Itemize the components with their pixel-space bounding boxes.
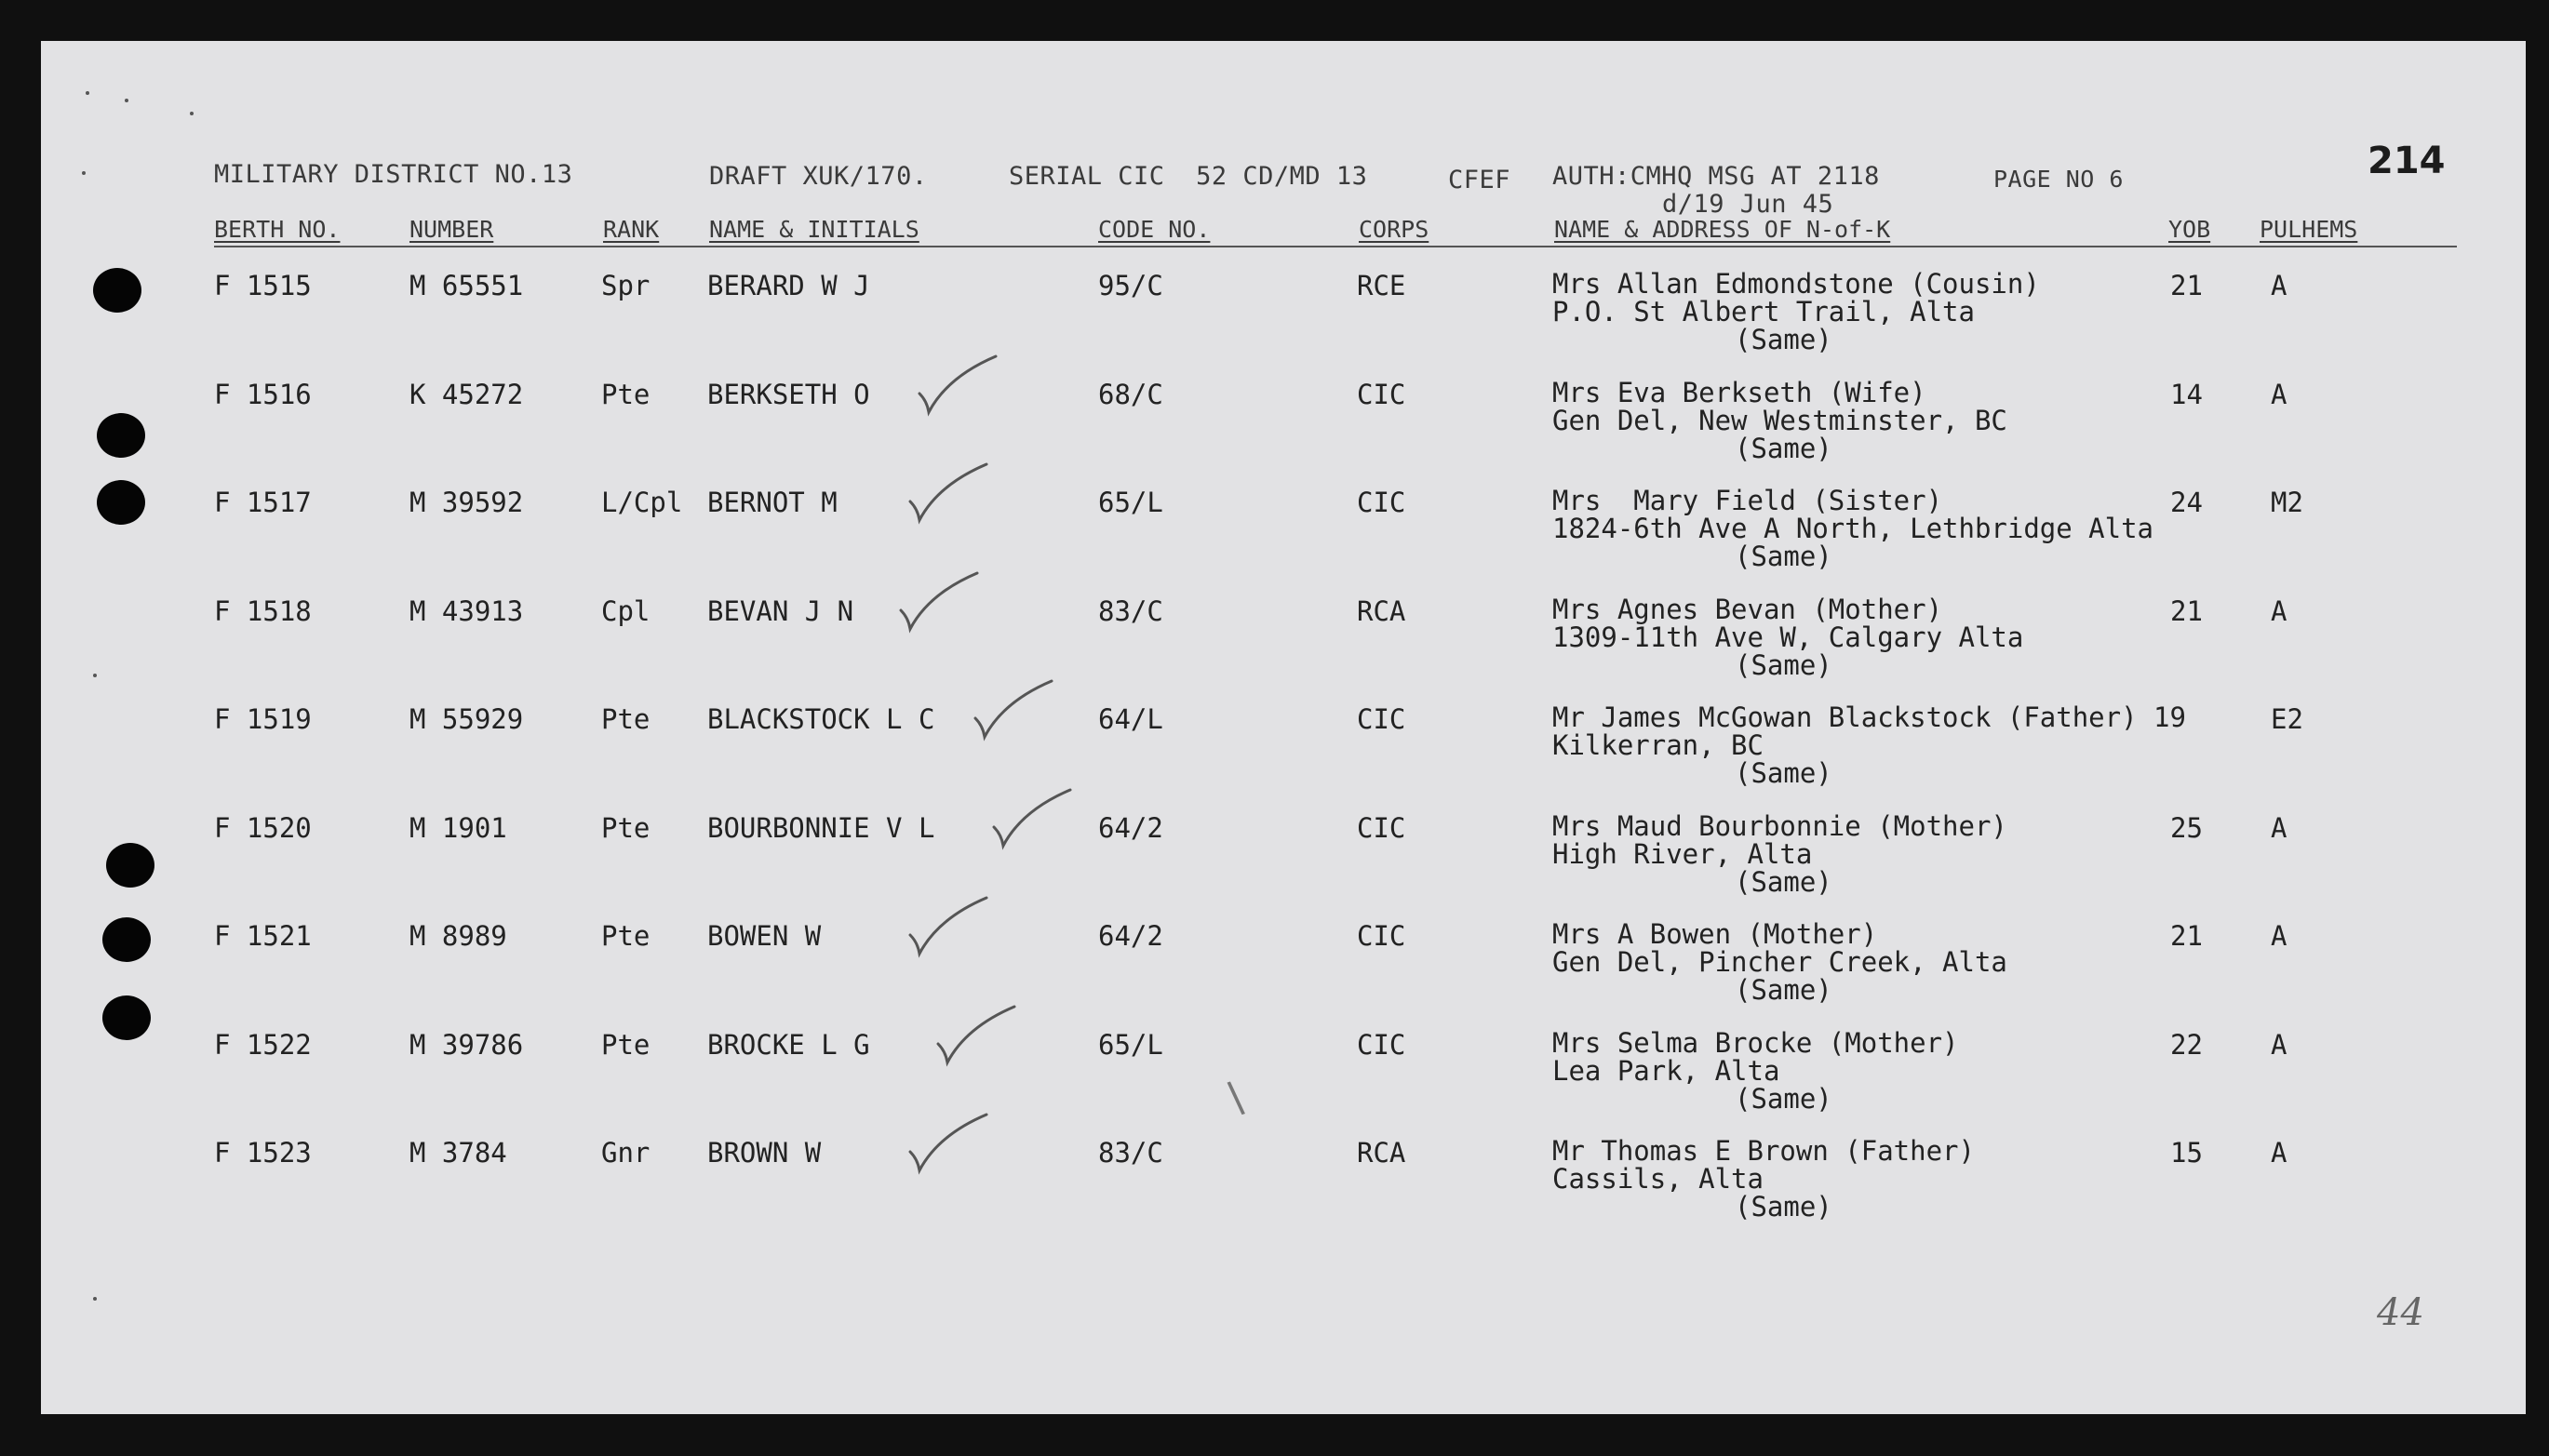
check-mark-icon xyxy=(916,353,999,418)
berth-no: F 1518 xyxy=(214,594,312,627)
service-number: M 8989 xyxy=(409,920,507,952)
corps: CIC xyxy=(1357,1028,1406,1061)
col-yob: YOB xyxy=(2168,216,2211,243)
page-no-label: PAGE NO 6 xyxy=(1993,166,2124,193)
rank: Pte xyxy=(601,811,651,844)
year-of-birth: 25 xyxy=(2170,811,2203,844)
pulhems: A xyxy=(2271,270,2287,301)
check-mark-icon xyxy=(906,894,990,959)
service-number: M 39786 xyxy=(409,1028,524,1061)
year-of-birth: 21 xyxy=(2170,270,2203,301)
code-no: 65/L xyxy=(1098,1028,1163,1061)
col-corps: CORPS xyxy=(1359,216,1429,243)
check-mark-icon xyxy=(972,677,1055,742)
code-no: 65/L xyxy=(1098,487,1163,518)
code-no: 83/C xyxy=(1098,594,1163,627)
roll-entry xyxy=(41,1137,2526,1239)
roll-entry xyxy=(41,920,2526,1022)
rank: Pte xyxy=(601,1028,651,1061)
col-code-no: CODE NO. xyxy=(1098,216,1211,243)
roll-entry xyxy=(41,595,2526,698)
serial-label: SERIAL CIC 52 CD/MD 13 xyxy=(1009,162,1368,191)
check-mark-icon xyxy=(897,569,981,634)
pulhems: E2 xyxy=(2271,703,2303,735)
nominal-roll-card xyxy=(41,41,2526,1414)
rank: Gnr xyxy=(601,1137,651,1169)
soldier-name: BERKSETH O xyxy=(707,378,870,410)
code-no: 64/L xyxy=(1098,703,1163,735)
speck xyxy=(82,171,86,175)
roll-entry xyxy=(41,376,2526,481)
speck xyxy=(190,112,194,115)
next-of-kin-line: Mr James McGowan Blackstock (Father) 19 xyxy=(1552,701,2186,733)
soldier-name: BLACKSTOCK L C xyxy=(707,703,935,735)
year-of-birth: 22 xyxy=(2170,1028,2203,1061)
soldier-name: BROCKE L G xyxy=(707,1028,870,1061)
corps: CIC xyxy=(1357,487,1406,518)
district-label: MILITARY DISTRICT NO.13 xyxy=(214,160,573,189)
rank: Spr xyxy=(601,270,651,301)
next-of-kin-line: (Same) xyxy=(1735,541,1832,572)
roll-entry xyxy=(41,270,2526,372)
next-of-kin-line: (Same) xyxy=(1735,865,1832,898)
pulhems: M2 xyxy=(2271,487,2303,518)
page-number: 214 xyxy=(2368,140,2446,182)
code-no: 95/C xyxy=(1098,270,1163,301)
corps: RCE xyxy=(1357,270,1406,301)
corps: CIC xyxy=(1357,703,1406,735)
year-of-birth: 15 xyxy=(2170,1137,2203,1169)
next-of-kin-line: Mrs Selma Brocke (Mother) xyxy=(1552,1026,1959,1059)
roll-entry xyxy=(41,1026,2526,1131)
code-no: 64/2 xyxy=(1098,811,1163,844)
next-of-kin-line: (Same) xyxy=(1735,1191,1832,1222)
next-of-kin-line: P.O. St Albert Trail, Alta xyxy=(1552,296,1975,327)
soldier-name: BERNOT M xyxy=(707,487,838,518)
service-number: M 1901 xyxy=(409,811,507,844)
next-of-kin-line: (Same) xyxy=(1735,757,1832,789)
berth-no: F 1517 xyxy=(214,487,312,518)
service-number: M 39592 xyxy=(409,487,524,518)
next-of-kin-line: (Same) xyxy=(1735,648,1832,681)
soldier-name: BOURBONNIE V L xyxy=(707,811,935,844)
code-no: 64/2 xyxy=(1098,920,1163,952)
next-of-kin-line: Mrs Mary Field (Sister) xyxy=(1552,485,1943,516)
year-of-birth: 21 xyxy=(2170,920,2203,952)
draft-label: DRAFT XUK/170. xyxy=(709,162,928,191)
corps: RCA xyxy=(1357,1137,1406,1169)
col-number: NUMBER xyxy=(409,216,494,243)
corps: CIC xyxy=(1357,811,1406,844)
service-number: M 43913 xyxy=(409,594,524,627)
check-mark-icon xyxy=(990,786,1074,851)
next-of-kin-line: (Same) xyxy=(1735,432,1832,464)
berth-no: F 1515 xyxy=(214,270,312,301)
berth-no: F 1519 xyxy=(214,703,312,735)
roll-entry xyxy=(41,487,2526,589)
speck xyxy=(125,99,128,102)
pulhems: A xyxy=(2271,920,2287,952)
corps: CIC xyxy=(1357,920,1406,952)
marginal-note: 44 xyxy=(2377,1291,2424,1334)
col-rank: RANK xyxy=(603,216,660,243)
next-of-kin-line: Mrs Allan Edmondstone (Cousin) xyxy=(1552,268,2040,300)
code-no: 68/C xyxy=(1098,378,1163,410)
rank: Pte xyxy=(601,920,651,952)
service-number: M 3784 xyxy=(409,1137,507,1169)
rank: Pte xyxy=(601,378,651,410)
rank: Pte xyxy=(601,703,651,735)
rank: L/Cpl xyxy=(601,487,683,518)
soldier-name: BROWN W xyxy=(707,1137,822,1169)
next-of-kin-line: Mrs Agnes Bevan (Mother) xyxy=(1552,593,1943,625)
berth-no: F 1522 xyxy=(214,1028,312,1061)
berth-no: F 1521 xyxy=(214,920,312,952)
force-label: CFEF xyxy=(1448,166,1511,194)
authority-label: AUTH:CMHQ MSG AT 2118 xyxy=(1552,162,1880,191)
next-of-kin-line: 1824-6th Ave A North, Lethbridge Alta xyxy=(1552,513,2154,544)
pulhems: A xyxy=(2271,1028,2287,1061)
pulhems: A xyxy=(2271,1137,2287,1169)
next-of-kin-line: Mr Thomas E Brown (Father) xyxy=(1552,1135,1975,1167)
authority-date: d/19 Jun 45 xyxy=(1662,190,1834,219)
next-of-kin-line: Mrs Maud Bourbonnie (Mother) xyxy=(1552,809,2007,842)
rank: Cpl xyxy=(601,594,651,627)
service-number: K 45272 xyxy=(409,378,524,410)
roll-entry xyxy=(41,703,2526,806)
speck xyxy=(86,91,89,95)
soldier-name: BERARD W J xyxy=(707,270,870,301)
col-pulhems: PULHEMS xyxy=(2260,216,2358,243)
next-of-kin-line: (Same) xyxy=(1735,1082,1832,1115)
next-of-kin-line: Gen Del, New Westminster, BC xyxy=(1552,404,2007,436)
corps: RCA xyxy=(1357,594,1406,627)
code-no: 83/C xyxy=(1098,1137,1163,1169)
year-of-birth: 21 xyxy=(2170,594,2203,627)
next-of-kin-line: (Same) xyxy=(1735,324,1832,355)
year-of-birth: 14 xyxy=(2170,378,2203,410)
berth-no: F 1520 xyxy=(214,811,312,844)
soldier-name: BEVAN J N xyxy=(707,594,854,627)
berth-no: F 1523 xyxy=(214,1137,312,1169)
soldier-name: BOWEN W xyxy=(707,920,822,952)
pulhems: A xyxy=(2271,378,2287,410)
check-mark-icon xyxy=(906,461,990,526)
next-of-kin-line: Mrs Eva Berkseth (Wife) xyxy=(1552,376,1926,408)
col-next-of-kin: NAME & ADDRESS OF N-of-K xyxy=(1554,216,1891,243)
next-of-kin-line: Gen Del, Pincher Creek, Alta xyxy=(1552,946,2007,978)
next-of-kin-line: High River, Alta xyxy=(1552,837,1813,870)
service-number: M 55929 xyxy=(409,703,524,735)
stray-pencil-mark: \ xyxy=(1221,1070,1251,1124)
check-mark-icon xyxy=(906,1111,990,1176)
col-name: NAME & INITIALS xyxy=(709,216,919,243)
roll-entry xyxy=(41,809,2526,915)
next-of-kin-line: Mrs A Bowen (Mother) xyxy=(1552,918,1878,950)
year-of-birth: 24 xyxy=(2170,487,2203,518)
header-rule xyxy=(214,246,2457,247)
berth-no: F 1516 xyxy=(214,378,312,410)
pulhems: A xyxy=(2271,811,2287,844)
next-of-kin-line: Cassils, Alta xyxy=(1552,1163,1764,1195)
next-of-kin-line: (Same) xyxy=(1735,974,1832,1006)
check-mark-icon xyxy=(934,1003,1018,1068)
next-of-kin-line: Lea Park, Alta xyxy=(1552,1054,1780,1087)
next-of-kin-line: 1309-11th Ave W, Calgary Alta xyxy=(1552,621,2024,653)
next-of-kin-line: Kilkerran, BC xyxy=(1552,729,1764,761)
service-number: M 65551 xyxy=(409,270,524,301)
corps: CIC xyxy=(1357,378,1406,410)
speck xyxy=(93,1297,97,1301)
pulhems: A xyxy=(2271,594,2287,627)
col-berth-no: BERTH NO. xyxy=(214,216,341,243)
